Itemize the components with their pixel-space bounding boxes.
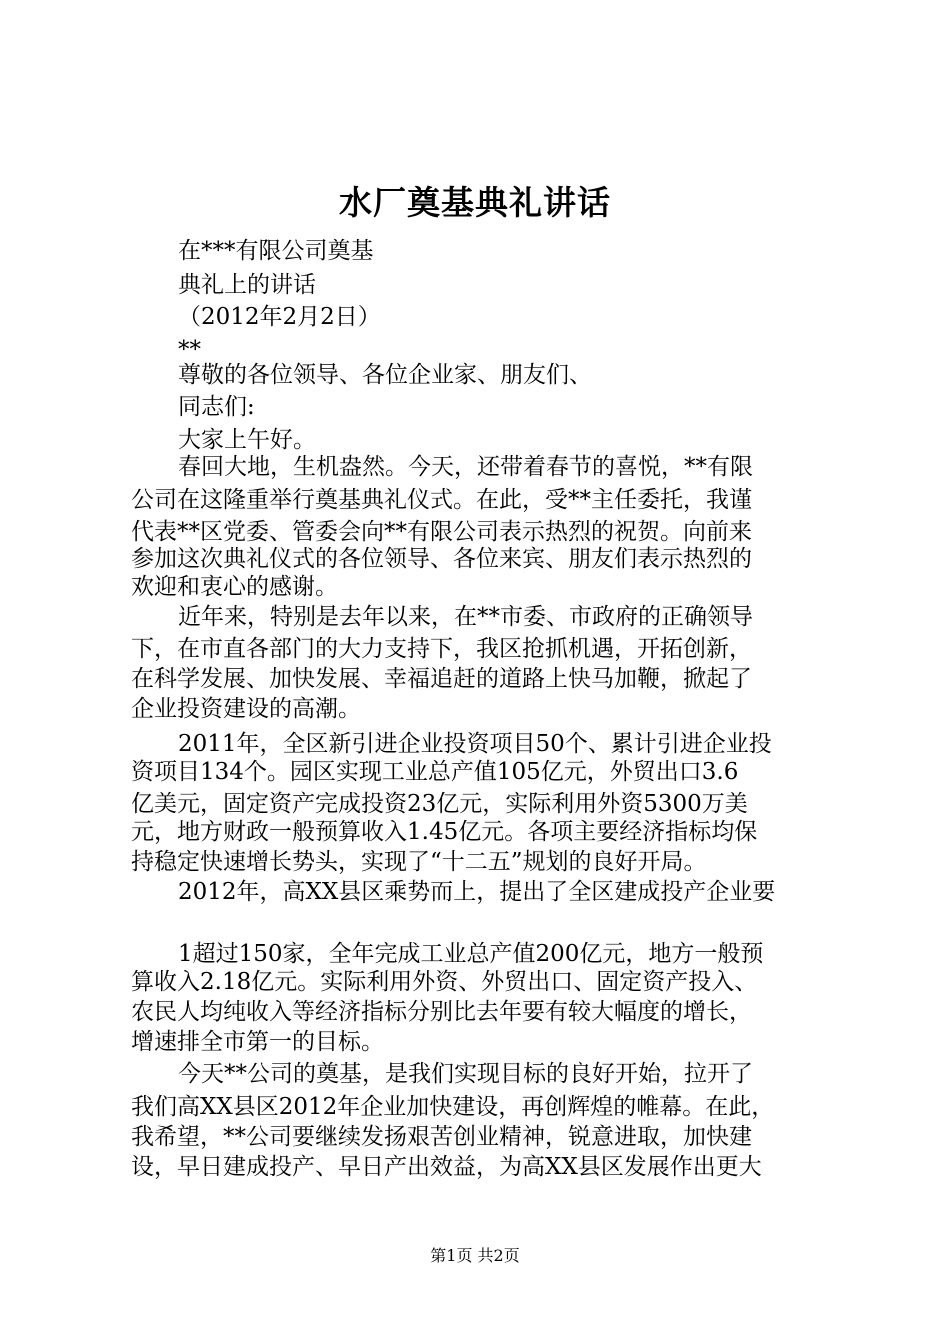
body-line: 增速排全市第一的目标。: [131, 1029, 384, 1055]
body-line: 2011年，全区新引进企业投资项目50个、累计引进企业投: [178, 731, 772, 757]
body-line: 元，地方财政一般预算收入1.45亿元。各项主要经济指标均保: [131, 819, 758, 845]
body-line: 亿美元，固定资产完成投资23亿元，实际利用外资5300万美: [131, 791, 748, 817]
body-line: 持稳定快速增长势头，实现了“十二五”规划的良好开局。: [131, 849, 707, 875]
body-line: 2012年，高XX县区乘势而上，提出了全区建成投产企业要: [178, 879, 776, 905]
page-footer: 第1页 共2页: [430, 1246, 520, 1265]
body-line: 近年来，特别是去年以来，在**市委、市政府的正确领导: [178, 604, 753, 630]
header-line: 典礼上的讲话: [178, 272, 316, 298]
body-line: 设，早日建成投产、早日产出效益，为高XX县区发展作出更大: [131, 1154, 762, 1180]
body-line: 在科学发展、加快发展、幸福追赶的道路上快马加鞭，掀起了: [131, 666, 752, 692]
body-line: 我希望，**公司要继续发扬艰苦创业精神，锐意进取，加快建: [131, 1124, 752, 1150]
body-line: 欢迎和衷心的感谢。: [131, 574, 338, 600]
body-line: 今天**公司的奠基，是我们实现目标的良好开始，拉开了: [178, 1061, 753, 1087]
header-line: **: [178, 337, 201, 363]
body-line: 我们高XX县区2012年企业加快建设，再创辉煌的帷幕。在此，: [131, 1094, 775, 1120]
document-title: 水厂奠基典礼讲话: [339, 183, 611, 222]
body-line: 代表**区党委、管委会向**有限公司表示热烈的祝贺。向前来: [131, 519, 752, 545]
body-line: 公司在这隆重举行奠基典礼仪式。在此，受**主任委托，我谨: [131, 487, 752, 513]
body-line: 算收入2.18亿元。实际利用外资、外贸出口、固定资产投入、: [131, 969, 758, 995]
body-line: 农民人均纯收入等经济指标分别比去年要有较大幅度的增长，: [131, 999, 752, 1025]
body-line: 资项目134个。园区实现工业总产值105亿元，外贸出口3.6: [131, 759, 739, 785]
header-line: 在***有限公司奠基: [178, 238, 374, 264]
body-line: 下，在市直各部门的大力支持下，我区抢抓机遇，开拓创新，: [131, 636, 752, 662]
header-line: 大家上午好。: [178, 427, 316, 453]
body-line: 春回大地，生机盎然。今天，还带着春节的喜悦，**有限: [178, 454, 753, 480]
header-line: 尊敬的各位领导、各位企业家、朋友们、: [178, 362, 592, 388]
header-line: 同志们:: [178, 394, 255, 420]
header-line: （2012年2月2日）: [178, 304, 381, 330]
body-line: 企业投资建设的高潮。: [131, 696, 361, 722]
body-line: 参加这次典礼仪式的各位领导、各位来宾、朋友们表示热烈的: [131, 546, 752, 572]
body-line: 1超过150家，全年完成工业总产值200亿元，地方一般预: [178, 941, 764, 967]
